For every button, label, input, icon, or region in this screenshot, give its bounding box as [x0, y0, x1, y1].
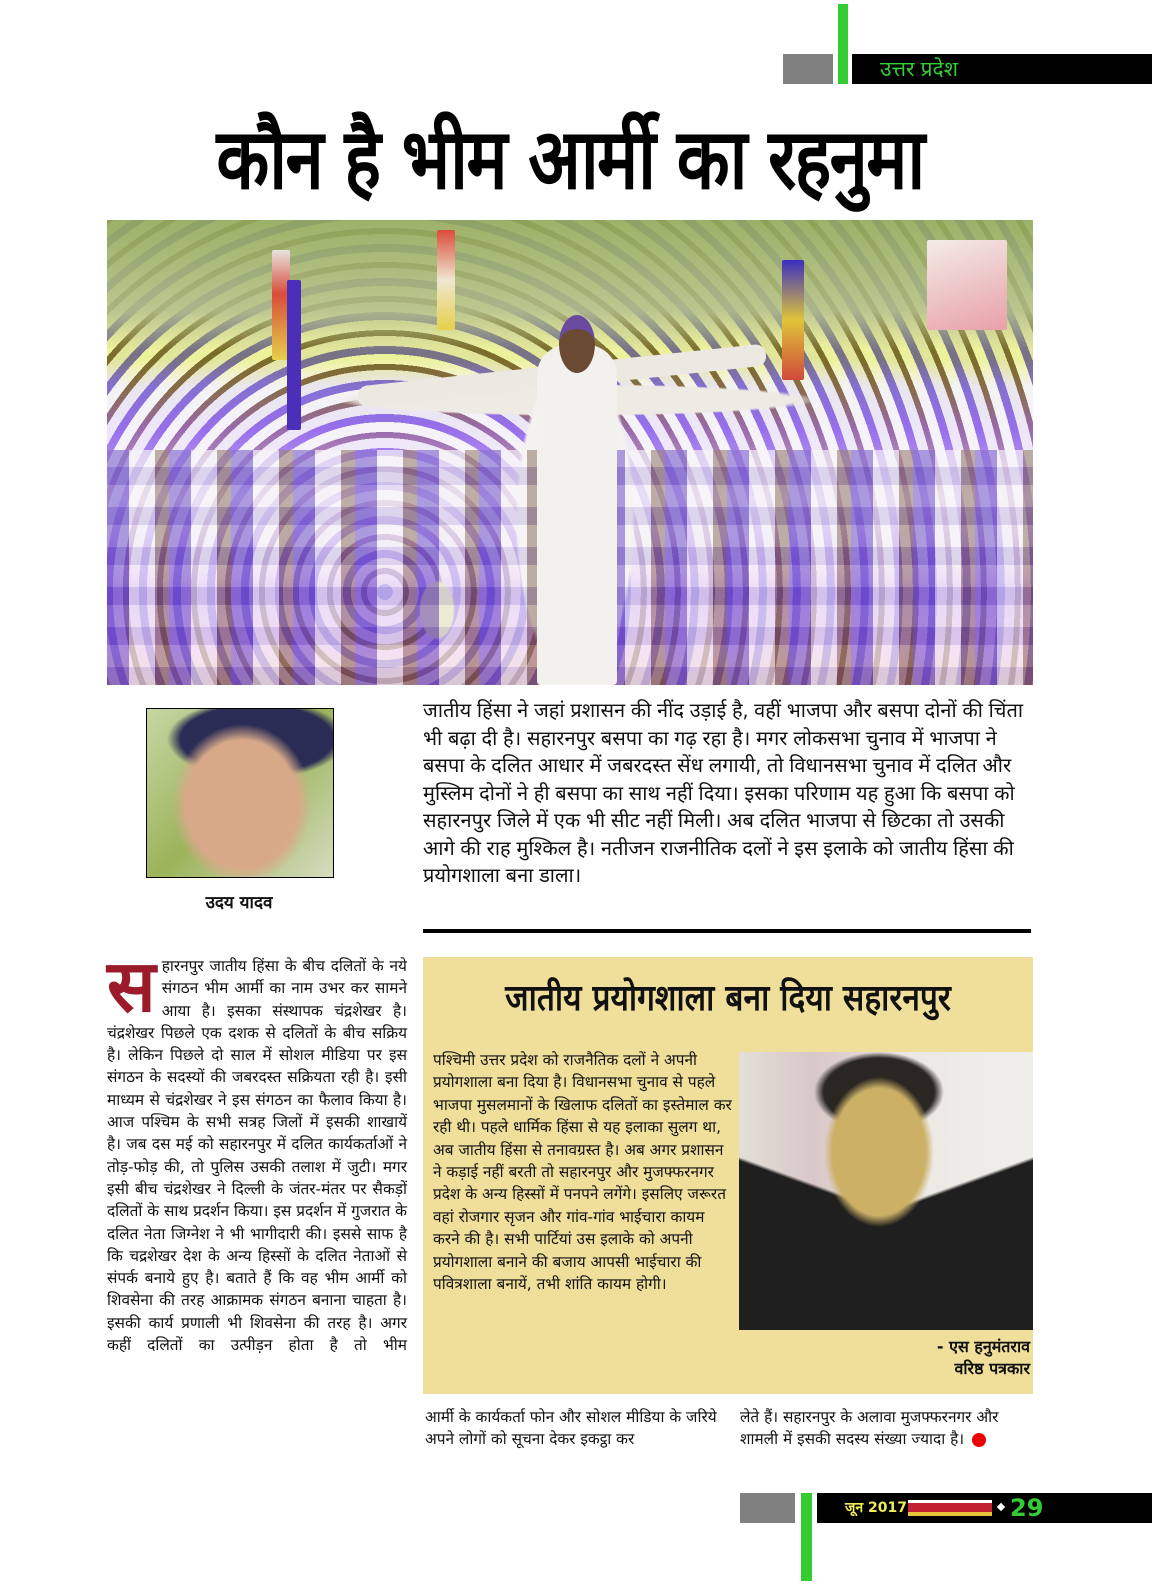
divider-rule	[423, 929, 1031, 933]
footer-gray-block	[740, 1493, 795, 1523]
photo-man	[537, 345, 617, 685]
columnist-photo	[739, 1052, 1033, 1330]
article-continued-text: लेते हैं। सहारनपुर के अलावा मुजफ्फरनगर और शामली में इसकी सदस्य संख्या ज्यादा है।	[740, 1408, 999, 1449]
intro-paragraph: जातीय हिंसा ने जहां प्रशासन की नींद उड़ाई है, वहीं भाजपा और बसपा दोनों की चिंता भी बढ़ा दी है। सहारनपुर बसपा का गढ़ रहा है। मगर लोकसभा चुनाव में भाजपा ने बसपा के दलित आधार में जबरदस्त सेंध लगायी, तो विधानसभा चुनाव में दलित और मुस्लिम दोनों ने ही बसपा का साथ नहीं दिया। इसका परिणाम यह हुआ कि बसपा को सहारनपुर जिले में एक भी सीट नहीं मिली। अब दलित भाजपा से छिटका तो उसकी आगे की राह मुश्किल है। नतीजन राजनीतिक दलों ने इस इलाके को जातीय हिंसा की प्रयोगशाला बना डाला।	[423, 698, 1024, 887]
header-gray-block	[783, 54, 833, 84]
headline: कौन है भीम आर्मी का रहनुमा	[216, 110, 924, 208]
drop-cap: स	[107, 943, 156, 1028]
sidebar-box-title: जातीय प्रयोगशाला बना दिया सहारनपुर	[505, 978, 951, 1019]
page-number: 29	[1010, 1494, 1044, 1522]
section-label: उत्तर प्रदेश	[880, 57, 958, 81]
photo-flag	[287, 280, 301, 430]
columnist-name: - एस हनुमंतराव	[936, 1337, 1030, 1356]
article-continued-col1: आर्मी के कार्यकर्ता फोन और सोशल मीडिया के जरिये अपने लोगों को सूचना देकर इकट्ठा कर	[425, 1408, 717, 1449]
columnist-credit	[880, 1336, 1030, 1380]
photo-flag	[782, 260, 804, 380]
issue-date: जून 2017	[845, 1500, 907, 1516]
author-photo	[146, 708, 334, 878]
article-body: हारनपुर जातीय हिंसा के बीच दलितों के नये संगठन भीम आर्मी का नाम उभर कर सामने आया है। इसका संस्थापक चंद्रशेखर है। चंद्रशेखर पिछले एक दशक से दलितों के बीच सक्रिय है। लेकिन पिछले दो साल में सोशल मीडिया पर इस संगठन के सदस्यों की जबरदस्त सक्रियता रही है। इसी माध्यम से चंद्रशेखर ने इस संगठन का फैलाव किया है। आज पश्चिम के सभी सत्रह जिलों में इसकी शाखायें है। जब दस मई को सहारनपुर में दलित कार्यकर्ताओं ने तोड़-फोड़ की, तो पुलिस उसकी तलाश में जुटी। मगर इसी बीच चंद्रशेखर ने दिल्ली के जंतर-मंतर पर सैकड़ों दलितों के साथ प्रदर्शन किया। इस प्रदर्शन में गुजरात के दलित नेता जिग्नेश ने भी भागीदारी की। इससे साफ है कि चद्रशेखर देश के अन्य हिस्सों के दलित नेताओं से संपर्क बनाये हुए है। बताते हैं कि वह भीम आर्मी को शिवसेना की तरह आक्रामक संगठन बनाना चाहता है। इसकी कार्य प्रणाली भी शिवसेना की तरह है। अगर कहीं दलितों का उत्पीड़न होता है तो भीम	[107, 957, 407, 1355]
end-mark-icon	[972, 1433, 986, 1447]
magazine-logo	[908, 1500, 992, 1516]
columnist-title: वरिष्ठ पत्रकार	[954, 1359, 1030, 1378]
footer-green-bar	[801, 1493, 812, 1581]
header-green-bar	[838, 4, 848, 84]
photo-flag	[927, 240, 1007, 330]
photo-flag	[437, 230, 455, 330]
author-name: उदय यादव	[205, 893, 273, 913]
sidebar-box-text: पश्चिमी उत्तर प्रदेश को राजनैतिक दलों ने अपनी प्रयोगशाला बना दिया है। विधानसभा चुनाव से पहले भाजपा मुसलमानों के खिलाफ दलितों का इस्तेमाल कर रही थी। पहले धार्मिक हिंसा से यह इलाका सुलग था, अब जातीय हिंसा से तनावग्रस्त है। अब अगर प्रशासन ने कड़ाई नहीं बरती तो सहारनपुर और मुजफ्फरनगर प्रदेश के अन्य हिस्सों में पनपने लगेंगे। इसलिए जरूरत वहां रोजगार सृजन और गांव-गांव भाईचारा कायम करने की है। सभी पार्टियां उस इलाके को अपनी प्रयोगशाला बनाने की बजाय आपसी भाईचारा की पवित्रशाला बनायें, तभी शांति कायम होगी।	[433, 1051, 732, 1294]
photo-man-head	[559, 315, 595, 373]
article-column-left	[107, 943, 407, 1356]
rally-crowd-photo	[107, 220, 1033, 685]
article-continued-col2	[740, 1406, 1040, 1451]
